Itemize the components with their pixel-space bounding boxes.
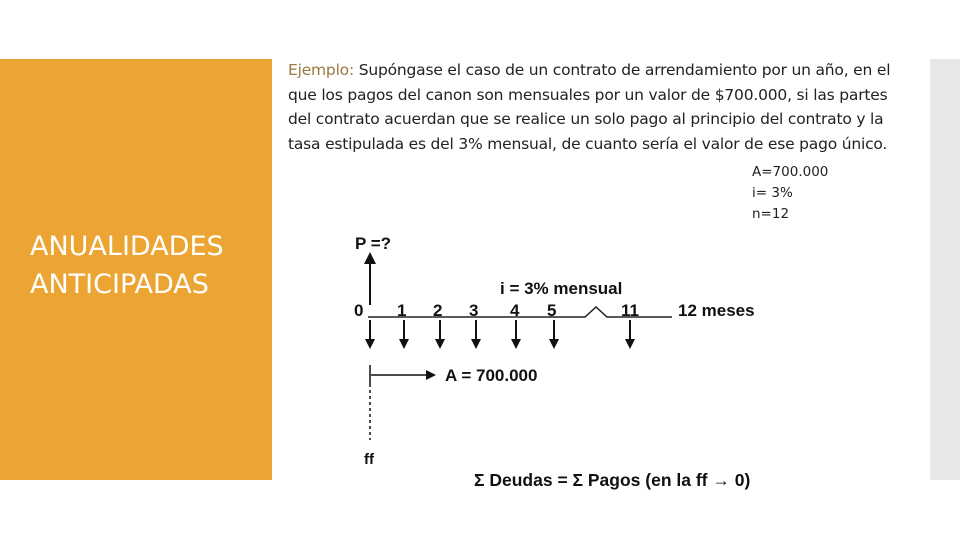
payment-arrowhead-0	[365, 339, 375, 349]
section-title-line-1: ANUALIDADES	[30, 231, 224, 262]
present-value-arrowhead	[364, 252, 376, 264]
payment-arrowhead-4	[511, 339, 521, 349]
focal-date-label: ff	[364, 451, 374, 468]
period-label-2: 2	[433, 301, 443, 320]
rate-label: i = 3% mensual	[500, 279, 623, 298]
period-label-4: 4	[510, 301, 520, 320]
payment-arrowhead-1	[399, 339, 409, 349]
period-label-0: 0	[354, 301, 364, 320]
period-label-11: 11	[621, 301, 639, 320]
given-annuity: A=700.000	[752, 164, 829, 180]
example-body: Supóngase el caso de un contrato de arrendamiento por un año, en el que los pagos del canon son mensuales por un valor de $700.000, si las partes del contrato acuerdan que se realice un solo pago al principio del contrato y la tasa estipulada es del 3% mensual, de cuanto sería el valor de ese pago único.	[288, 61, 891, 153]
payment-arrows	[365, 320, 635, 349]
payment-arrowhead-2	[435, 339, 445, 349]
section-title-line-2: ANTICIPADAS	[30, 269, 209, 300]
payment-arrowhead-3	[471, 339, 481, 349]
period-unit-label: 12 meses	[678, 301, 755, 320]
example-label: Ejemplo:	[288, 61, 354, 79]
period-label-1: 1	[397, 301, 407, 320]
payment-arrowhead-5	[549, 339, 559, 349]
equivalence-formula: Σ Deudas = Σ Pagos (en la ff → 0)	[474, 470, 751, 490]
period-label-3: 3	[469, 301, 479, 320]
period-label-5: 5	[547, 301, 557, 320]
annuity-span-arrowhead	[426, 370, 436, 380]
present-value-label: P =?	[355, 234, 392, 253]
given-rate: i= 3%	[752, 185, 793, 201]
given-periods: n=12	[752, 206, 790, 222]
annuity-label: A = 700.000	[445, 366, 538, 385]
payment-arrowhead-11	[625, 339, 635, 349]
